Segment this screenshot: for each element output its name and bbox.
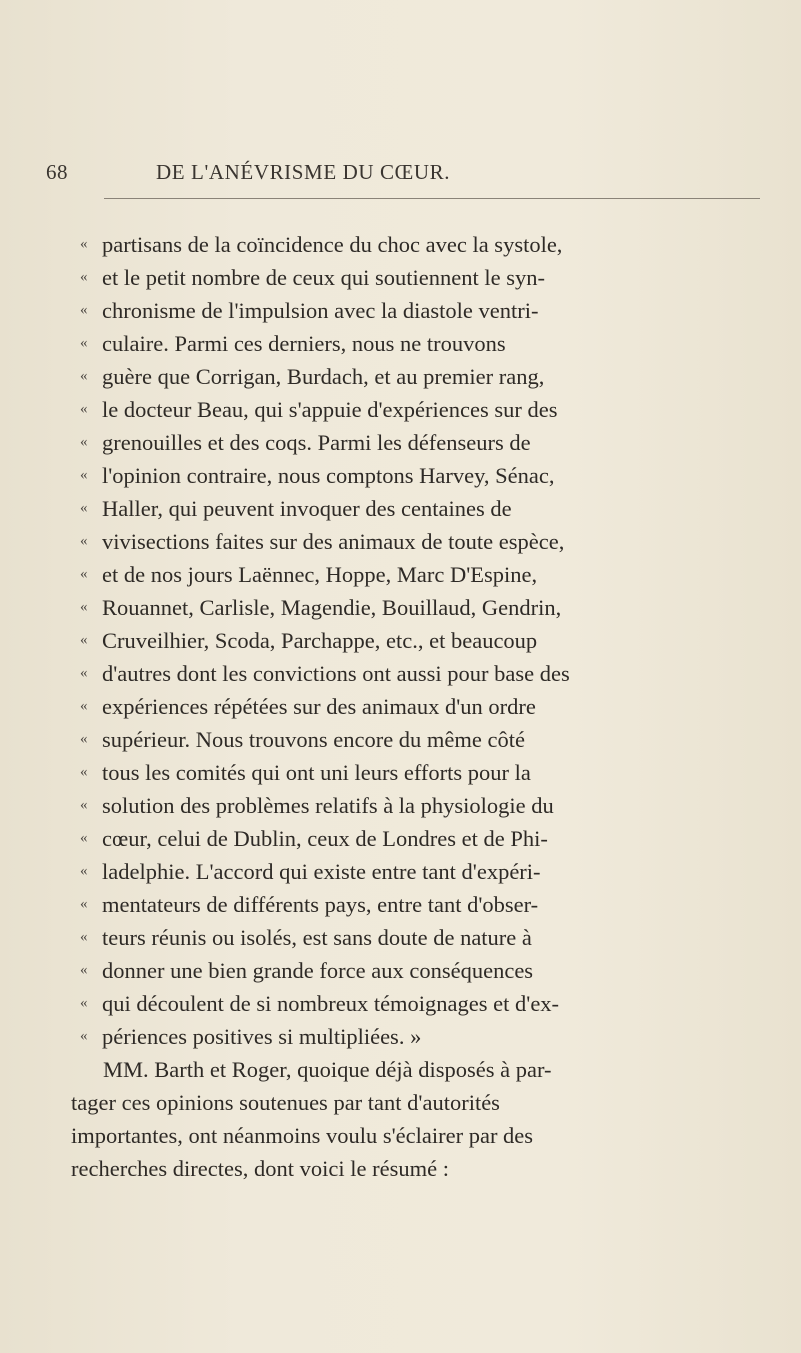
guillemet-mark: «: [80, 995, 88, 1011]
guillemet-mark: «: [80, 863, 88, 879]
guillemet-mark: «: [80, 236, 88, 252]
line-text: et le petit nombre de ceux qui soutiennent le syn-: [102, 265, 546, 290]
guillemet-mark: «: [80, 797, 88, 813]
guillemet-mark: «: [80, 929, 88, 945]
guillemet-mark: «: [80, 1028, 88, 1044]
line-text: guère que Corrigan, Burdach, et au premier rang,: [102, 364, 545, 389]
guillemet-mark: «: [80, 335, 88, 351]
line-text: MM. Barth et Roger, quoique déjà disposés à par-: [103, 1057, 552, 1082]
line-text: mentateurs de différents pays, entre tant d'obser-: [102, 892, 539, 917]
line-text: tager ces opinions soutenues par tant d'autorités: [71, 1090, 500, 1115]
line-text: vivisections faites sur des animaux de toute espèce,: [102, 529, 565, 554]
guillemet-mark: «: [80, 698, 88, 714]
line-text: grenouilles et des coqs. Parmi les défenseurs de: [102, 430, 531, 455]
line-text: périences positives si multipliées. »: [102, 1024, 422, 1049]
guillemet-mark: «: [80, 401, 88, 417]
header-rule: [104, 198, 760, 199]
guillemet-mark: «: [80, 632, 88, 648]
line-text: d'autres dont les convictions ont aussi pour base des: [102, 661, 570, 686]
guillemet-mark: «: [80, 500, 88, 516]
line-text: et de nos jours Laënnec, Hoppe, Marc D'Espine,: [102, 562, 538, 587]
line-text: l'opinion contraire, nous comptons Harvey, Sénac,: [102, 463, 555, 488]
line-text: Rouannet, Carlisle, Magendie, Bouillaud, Gendrin,: [102, 595, 562, 620]
line-text: importantes, ont néanmoins voulu s'éclairer par des: [71, 1123, 534, 1148]
guillemet-mark: «: [80, 830, 88, 846]
line-text: teurs réunis ou isolés, est sans doute de nature à: [102, 925, 532, 950]
line-text: Cruveilhier, Scoda, Parchappe, etc., et beaucoup: [102, 628, 538, 653]
guillemet-mark: «: [80, 368, 88, 384]
line-text: ladelphie. L'accord qui existe entre tant d'expéri-: [102, 859, 541, 884]
guillemet-mark: «: [80, 665, 88, 681]
line-text: partisans de la coïncidence du choc avec la systole,: [102, 232, 563, 257]
line-text: culaire. Parmi ces derniers, nous ne trouvons: [102, 331, 506, 356]
line-text: recherches directes, dont voici le résumé :: [71, 1156, 449, 1181]
line-text: le docteur Beau, qui s'appuie d'expériences sur des: [102, 397, 558, 422]
guillemet-mark: «: [80, 764, 88, 780]
guillemet-mark: «: [80, 269, 88, 285]
line-text: expériences répétées sur des animaux d'un ordre: [102, 694, 536, 719]
page-number: 68: [46, 160, 68, 184]
guillemet-mark: «: [80, 434, 88, 450]
line-text: cœur, celui de Dublin, ceux de Londres et de Phi-: [102, 826, 548, 851]
line-text: qui découlent de si nombreux témoignages et d'ex-: [102, 991, 560, 1016]
guillemet-mark: «: [80, 896, 88, 912]
guillemet-mark: «: [80, 731, 88, 747]
guillemet-mark: «: [80, 962, 88, 978]
line-text: supérieur. Nous trouvons encore du même côté: [102, 727, 526, 752]
line-text: donner une bien grande force aux conséquences: [102, 958, 534, 983]
guillemet-mark: «: [80, 533, 88, 549]
running-title: DE L'ANÉVRISME DU CŒUR.: [156, 160, 451, 184]
guillemet-mark: «: [80, 599, 88, 615]
line-text: Haller, qui peuvent invoquer des centaines de: [102, 496, 512, 521]
guillemet-mark: «: [80, 566, 88, 582]
guillemet-mark: «: [80, 302, 88, 318]
line-text: chronisme de l'impulsion avec la diastole ventri-: [102, 298, 539, 323]
line-text: tous les comités qui ont uni leurs efforts pour la: [102, 760, 531, 785]
line-text: solution des problèmes relatifs à la physiologie du: [102, 793, 554, 818]
guillemet-mark: «: [80, 467, 88, 483]
